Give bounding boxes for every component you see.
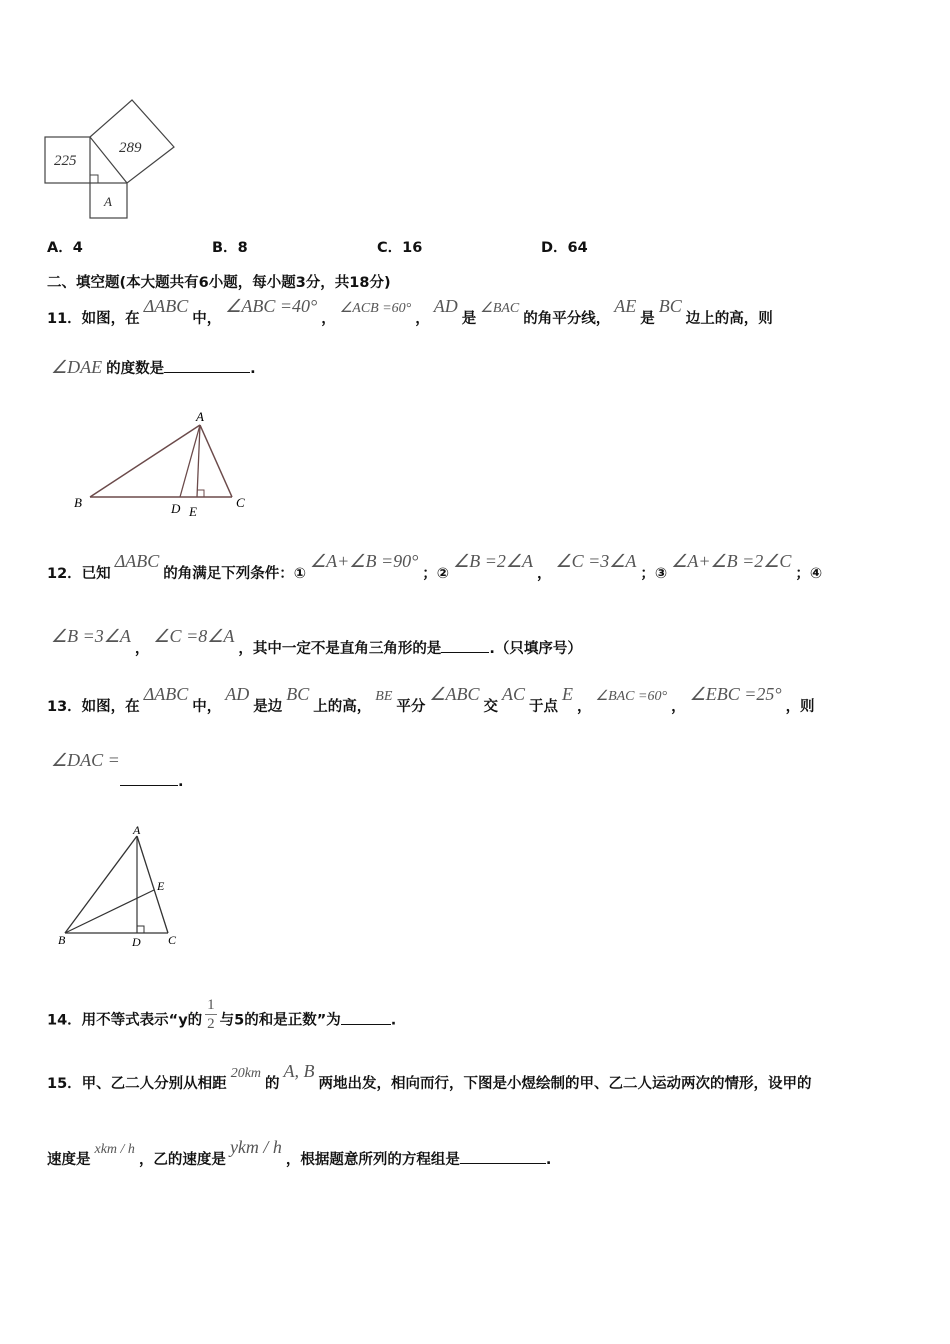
question-text: ；③ (640, 566, 668, 582)
option-c (377, 236, 422, 257)
question-text: 15．甲、乙二人分别从相距 (47, 1076, 227, 1092)
question-text: . (178, 774, 184, 790)
question-text: ， (537, 566, 552, 582)
question-text: 于点 (529, 699, 559, 715)
math-expression: ∠A+∠B =2∠C (671, 551, 792, 571)
option-letter: B． (212, 240, 238, 256)
answer-blank (460, 1162, 546, 1164)
math-expression: ΔABC (143, 684, 189, 704)
math-expression: xkm / h (94, 1142, 135, 1157)
question-text: 是边 (253, 699, 283, 715)
question-text: ， (134, 641, 150, 657)
math-expression: AD (225, 684, 250, 704)
question-text: 平分 (396, 699, 426, 715)
math-expression: E (562, 684, 574, 704)
q11-line1 (47, 296, 773, 328)
question-text: 边上的高，则 (685, 311, 773, 327)
label-225: 225 (54, 153, 77, 169)
question-text: ；② (422, 566, 450, 582)
q13-line1 (47, 684, 815, 716)
figure-triangle-q11 (70, 405, 260, 520)
vertex-e: E (157, 879, 165, 893)
vertex-c: C (168, 933, 177, 947)
q11-line2 (47, 357, 256, 378)
q12-line1 (47, 551, 823, 583)
math-expression: ∠B =2∠A (453, 551, 533, 571)
option-a (47, 236, 83, 257)
math-expression: ∠DAE (51, 357, 103, 377)
question-text: 中， (192, 699, 222, 715)
math-expression: ∠ABC =40° (225, 296, 318, 316)
option-d (541, 236, 588, 257)
option-letter: D． (541, 240, 568, 256)
question-text: 14．用不等式表示“y的 (47, 1012, 203, 1029)
math-expression: BC (658, 296, 682, 316)
right-angle-mark (90, 175, 98, 183)
figure-triangle-q13 (55, 822, 190, 952)
label-a: A (104, 194, 112, 209)
question-text: 12．已知 (47, 566, 111, 582)
question-text: 中， (192, 311, 222, 327)
answer-blank (120, 784, 178, 786)
vertex-c: C (236, 495, 245, 510)
math-expression: ∠A+∠B =90° (310, 551, 419, 571)
fraction (205, 996, 217, 1033)
option-value: 4 (72, 240, 83, 256)
option-value: 64 (567, 240, 588, 256)
math-expression: AC (502, 684, 526, 704)
question-text: ， (321, 311, 336, 327)
question-text: 上的高， (313, 699, 372, 715)
question-text: 两地出发，相向而行，下图是小煜绘制的甲、乙二人运动两次的情形，设甲的 (318, 1076, 812, 1092)
figure-squares (40, 95, 185, 225)
question-text: .（只填序号） (489, 641, 582, 657)
math-expression: BC (286, 684, 310, 704)
question-text: 交 (483, 699, 499, 715)
q14-line1 (47, 997, 397, 1039)
vertex-d: D (132, 935, 141, 949)
vertex-b: B (58, 933, 66, 947)
math-expression: AE (614, 296, 637, 316)
question-text: ；④ (795, 566, 823, 582)
label-289: 289 (119, 140, 142, 156)
math-expression: ykm / h (229, 1137, 282, 1157)
q15-line1 (47, 1061, 812, 1093)
math-expression: BE (375, 689, 393, 704)
option-b (212, 236, 248, 257)
math-expression: ΔABC (143, 296, 189, 316)
vertex-a: A (133, 823, 141, 837)
question-text: ，乙的速度是 (138, 1152, 226, 1168)
question-text: 速度是 (47, 1152, 91, 1168)
vertex-a: A (196, 409, 204, 424)
question-text: 的度数是 (106, 361, 165, 377)
question-text: ， (415, 311, 430, 327)
question-text: 的 (265, 1076, 280, 1092)
math-expression: AD (433, 296, 458, 316)
denominator: 2 (207, 1016, 215, 1032)
math-expression: ∠ABC (429, 684, 480, 704)
option-letter: C． (377, 240, 403, 256)
question-text: 13．如图，在 (47, 699, 140, 715)
question-text: 与5的和是正数”为 (219, 1012, 341, 1029)
answer-blank (164, 371, 250, 373)
math-expression: ∠BAC (480, 301, 520, 316)
math-expression: ∠BAC =60° (595, 689, 668, 704)
vertex-d: D (171, 501, 181, 516)
math-expression: ∠DAC = (51, 750, 120, 770)
question-text: ，根据题意所列的方程组是 (285, 1152, 460, 1168)
q12-line2 (47, 626, 582, 658)
math-expression: ∠ACB =60° (339, 301, 412, 316)
math-expression: ∠C =8∠A (153, 626, 235, 646)
option-value: 8 (237, 240, 248, 256)
math-expression: ∠C =3∠A (555, 551, 637, 571)
question-text: ，则 (785, 699, 815, 715)
math-expression: ∠EBC =25° (689, 684, 782, 704)
question-text: ， (671, 699, 686, 715)
option-value: 16 (402, 240, 423, 256)
question-text: 是 (461, 311, 477, 327)
numerator: 1 (207, 997, 215, 1013)
answer-blank (441, 651, 489, 653)
math-expression: A, B (283, 1061, 315, 1081)
vertex-b: B (74, 495, 82, 510)
q13-line2 (47, 750, 124, 782)
question-text: . (390, 1012, 397, 1029)
math-expression: ΔABC (114, 551, 160, 571)
question-text: ，其中一定不是直角三角形的是 (238, 641, 442, 657)
question-text: 11．如图，在 (47, 311, 140, 327)
question-text: . (545, 1152, 552, 1168)
section-heading: 二、填空题(本大题共有6小题，每小题3分，共18分) (47, 275, 391, 291)
answer-blank (341, 1023, 391, 1025)
option-letter: A． (47, 240, 73, 256)
vertex-e: E (189, 504, 197, 519)
question-text: . (250, 361, 256, 377)
question-text: ， (577, 699, 592, 715)
q15-line2 (47, 1137, 552, 1169)
q13-line3 (120, 774, 184, 790)
math-expression: 20km (230, 1066, 262, 1081)
math-expression: ∠B =3∠A (51, 626, 131, 646)
question-text: 的角满足下列条件：① (163, 566, 307, 582)
question-text: 的角平分线， (523, 311, 611, 327)
question-text: 是 (640, 311, 655, 327)
